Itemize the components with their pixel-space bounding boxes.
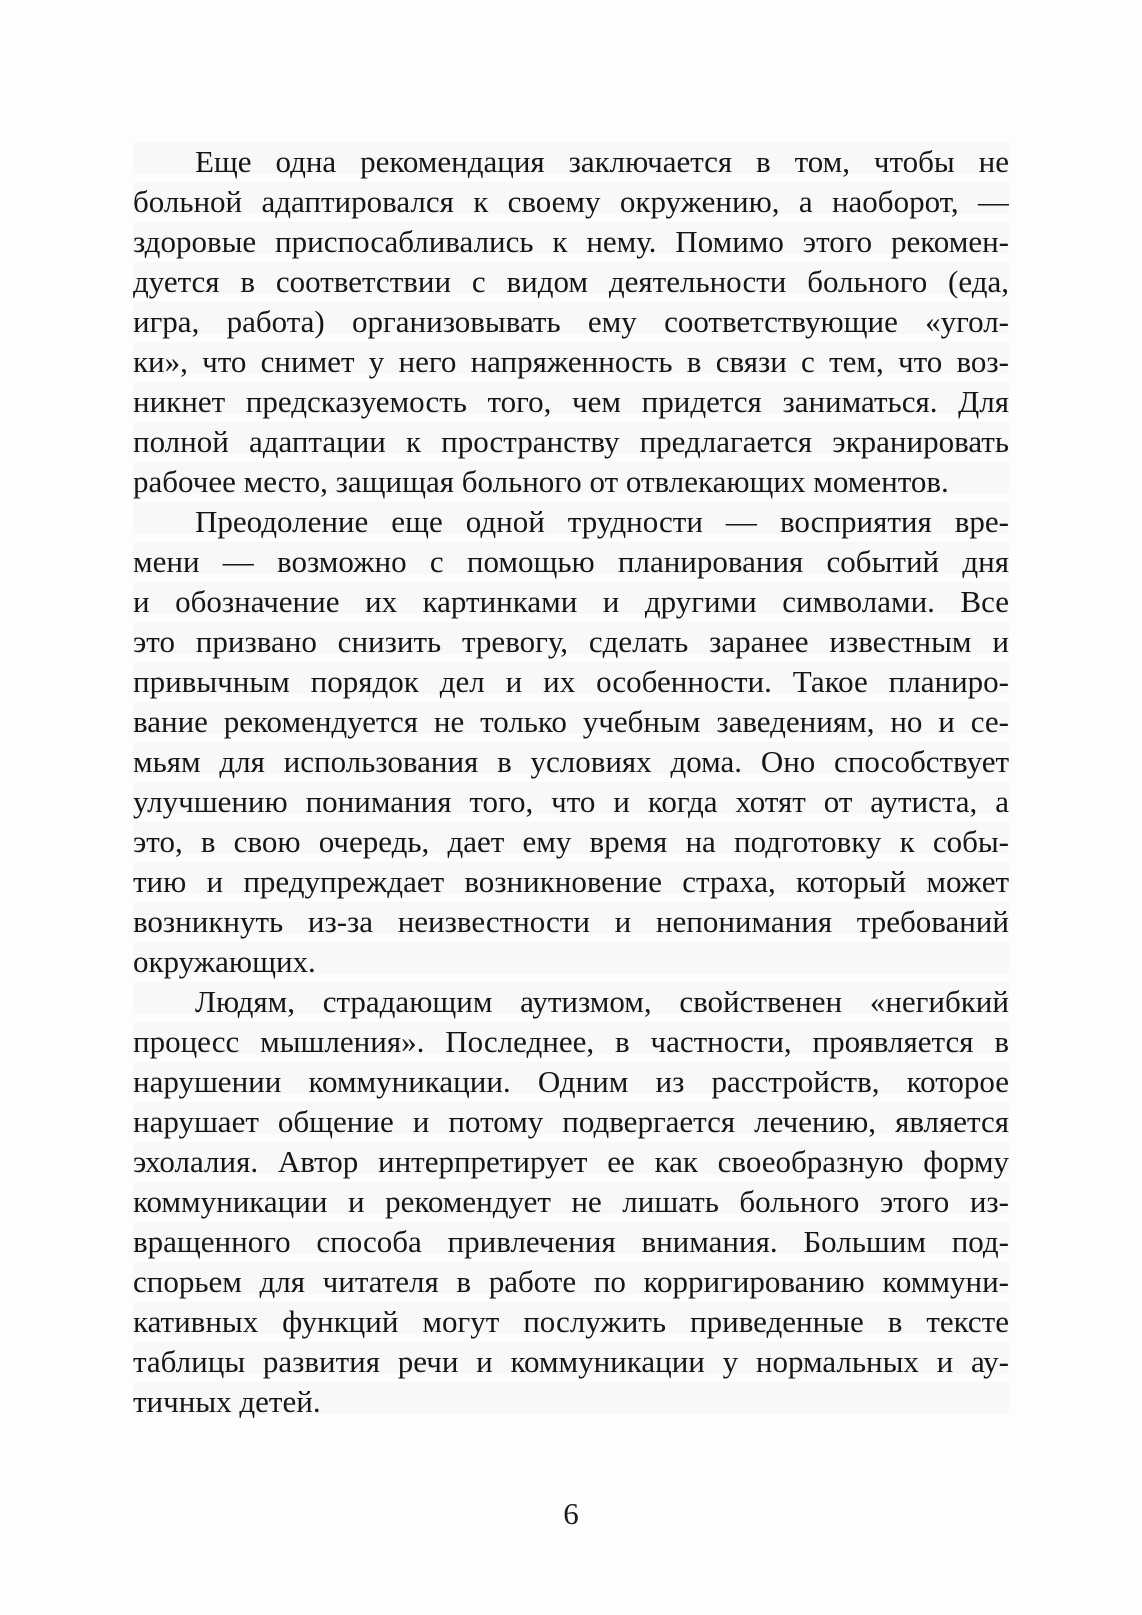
text-line: процесс мышления». Последнее, в частности, проявляется в [133, 1024, 1009, 1059]
text-line: тичных детей. [133, 1384, 321, 1419]
text-line: полной адаптации к пространству предлагается экранировать [133, 424, 1009, 459]
text-line: Преодоление еще одной трудности — восприятия вре- [195, 504, 1009, 539]
text-line: больной адаптировался к своему окружению, а наоборот, — [133, 184, 1009, 219]
text-line: эхолалия. Автор интерпретирует ее как своеобразную форму [133, 1144, 1009, 1179]
text-line: здоровые приспосабливались к нему. Помимо этого рекомен- [133, 224, 1009, 259]
text-line: рабочее место, защищая больного от отвлекающих моментов. [133, 464, 949, 499]
text-line: никнет предсказуемость того, чем придется заниматься. Для [133, 384, 1009, 419]
text-line: вание рекомендуется не только учебным заведениям, но и се- [133, 704, 1009, 739]
text-line: кативных функций могут послужить приведенные в тексте [133, 1304, 1009, 1339]
page-text [133, 142, 1009, 1422]
text-line: игра, работа) организовывать ему соответствующие «угол- [133, 304, 1009, 339]
text-line: и обозначение их картинками и другими символами. Все [133, 584, 1009, 619]
paragraph [133, 142, 1009, 502]
text-line: нарушении коммуникации. Одним из расстройств, которое [133, 1064, 1009, 1099]
text-line: это, в свою очередь, дает ему время на подготовку к собы- [133, 824, 1009, 859]
text-line: улучшению понимания того, что и когда хотят от аутиста, а [133, 784, 1009, 819]
text-line: это призвано снизить тревогу, сделать заранее известным и [133, 624, 1009, 659]
text-line: ки», что снимет у него напряженность в связи с тем, что воз- [133, 344, 1009, 379]
text-line: коммуникации и рекомендует не лишать больного этого из- [133, 1184, 1009, 1219]
text-line: мени — возможно с помощью планирования событий дня [133, 544, 1009, 579]
text-line: таблицы развития речи и коммуникации у нормальных и ау- [133, 1344, 1009, 1379]
text-line: привычным порядок дел и их особенности. Такое планиро- [133, 664, 1009, 699]
text-line: Еще одна рекомендация заключается в том, чтобы не [195, 144, 1009, 179]
page-number: 6 [563, 1496, 579, 1531]
text-line: возникнуть из-за неизвестности и непонимания требований [133, 904, 1009, 939]
text-line: окружающих. [133, 944, 316, 979]
text-line: нарушает общение и потому подвергается лечению, является [133, 1104, 1009, 1139]
text-line: дуется в соответствии с видом деятельности больного (еда, [133, 264, 1009, 299]
text-line: спорьем для читателя в работе по корригированию коммуни- [133, 1264, 1009, 1299]
text-line: вращенного способа привлечения внимания. Большим под- [133, 1224, 1009, 1259]
paragraph [133, 502, 1009, 982]
paragraph [133, 982, 1009, 1422]
text-line: тию и предупреждает возникновение страха, который может [133, 864, 1009, 899]
text-line: Людям, страдающим аутизмом, свойственен «негибкий [195, 984, 1009, 1019]
text-line: мьям для использования в условиях дома. Оно способствует [133, 744, 1009, 779]
